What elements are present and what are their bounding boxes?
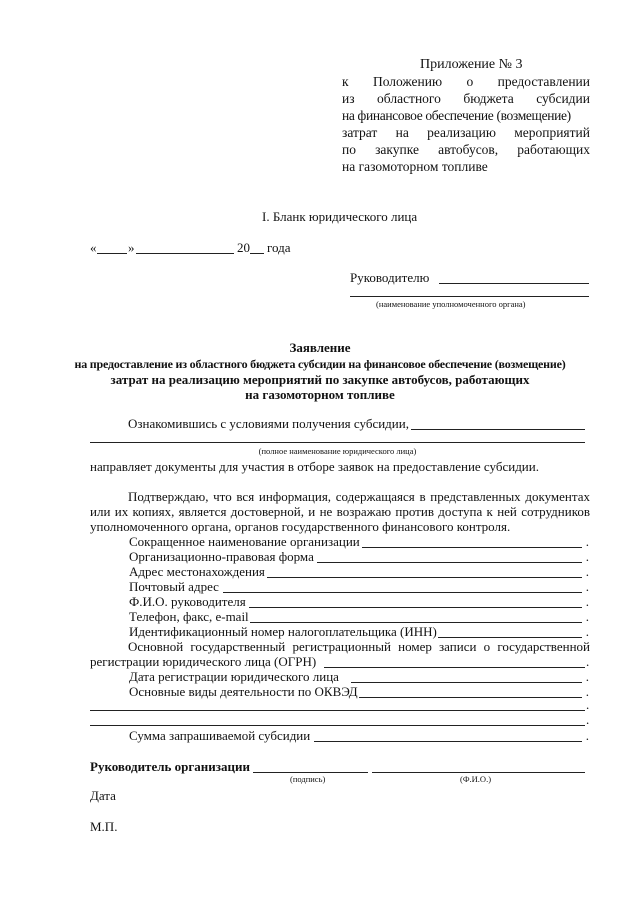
- extra-blank-line: [90, 725, 585, 726]
- date-open-quote: «: [90, 240, 97, 255]
- statement-heading-line: затрат на реализацию мероприятий по закупке автобусов, работающих: [110, 372, 530, 387]
- field-label: Идентификационный номер налогоплательщика (ИНН): [129, 624, 437, 639]
- field-end-dot: .: [586, 712, 590, 727]
- footer-date: Дата: [90, 788, 116, 803]
- field-label: Сокращенное наименование организации: [129, 534, 360, 549]
- field-label: Основные виды деятельности по ОКВЭД: [129, 684, 358, 699]
- field-label: Почтовый адрес: [129, 579, 219, 594]
- field-end-dot: .: [585, 728, 589, 743]
- appendix-line: затрат на реализацию мероприятий: [342, 125, 590, 140]
- field-blank: [267, 577, 582, 578]
- intro-blank: [411, 429, 585, 430]
- intro-lead: Ознакомившись с условиями получения субсидии,: [128, 416, 409, 431]
- field-end-dot: .: [585, 534, 589, 549]
- date-day-blank: [97, 253, 127, 254]
- field-label: Ф.И.О. руководителя: [129, 594, 246, 609]
- field-end-dot: .: [585, 594, 589, 609]
- field-label: Адрес местонахождения: [129, 564, 265, 579]
- field-blank: [317, 562, 582, 563]
- recipient-label: Руководителю: [350, 270, 430, 285]
- field-contacts: [129, 609, 589, 624]
- appendix-line: из областного бюджета субсидии: [342, 91, 590, 106]
- signature-name-caption: (Ф.И.О.): [460, 774, 492, 784]
- appendix-line: к Положению о предоставлении: [342, 74, 590, 89]
- field-okved: [129, 684, 589, 699]
- field-director-name: [129, 594, 589, 609]
- field-end-dot: .: [585, 624, 589, 639]
- field-postal-address: [129, 579, 589, 594]
- field-short-name: [129, 534, 589, 549]
- appendix-line: на газомоторном топливе: [342, 159, 488, 174]
- recipient-blank-2: [350, 296, 589, 297]
- signature-name-blank: [372, 772, 585, 773]
- field-blank: [362, 547, 582, 548]
- field-blank: [250, 622, 582, 623]
- field-address: [129, 564, 589, 579]
- field-blank: [438, 637, 582, 638]
- footer-stamp: М.П.: [90, 819, 118, 834]
- ogrn-line-2: регистрации юридического лица (ОГРН): [90, 654, 317, 669]
- field-inn: [129, 624, 589, 639]
- statement-heading-line: на газомоторном топливе: [245, 387, 395, 402]
- field-end-dot: .: [585, 579, 589, 594]
- ogrn-line-1: Основной государственный регистрационный номер записи о государственной: [128, 639, 590, 654]
- org-fullname-caption: (полное наименование юридического лица): [258, 446, 417, 456]
- field-label: Дата регистрации юридического лица: [129, 669, 339, 684]
- signature-label: Руководитель организации: [90, 759, 250, 774]
- statement-title: Заявление: [289, 340, 351, 355]
- statement-heading-line: на предоставление из областного бюджета субсидии на финансовое обеспечение (возмещение): [74, 357, 566, 371]
- field-blank: [351, 682, 582, 683]
- date-year-suffix: года: [267, 240, 291, 255]
- field-label: Телефон, факс, e-mail: [129, 609, 249, 624]
- appendix-line: на финансовое обеспечение (возмещение): [342, 108, 571, 123]
- recipient-blank: [439, 283, 589, 284]
- field-end-dot: .: [585, 564, 589, 579]
- confirm-line: Подтверждаю, что вся информация, содержащаяся в представленных документах: [128, 489, 590, 504]
- appendix-line: по закупке автобусов, работающих: [342, 142, 590, 157]
- field-end-dot: .: [585, 669, 589, 684]
- field-end-dot: .: [585, 684, 589, 699]
- org-fullname-blank: [90, 442, 585, 443]
- appendix-title: Приложение № 3: [420, 57, 523, 72]
- recipient-caption: (наименование уполномоченного органа): [376, 299, 526, 309]
- confirm-line-last: уполномоченного органа, органов государственного финансового контроля.: [90, 519, 511, 534]
- ogrn-blank: [324, 667, 585, 668]
- signature-sign-caption: (подпись): [290, 774, 326, 784]
- extra-blank-line: [90, 710, 585, 711]
- date-month-blank: [136, 253, 234, 254]
- field-amount: [129, 728, 589, 743]
- date-year-blank: [250, 253, 264, 254]
- field-blank: [359, 697, 582, 698]
- field-end-dot: .: [586, 654, 590, 669]
- date-close-quote: »: [128, 240, 135, 255]
- field-blank: [249, 607, 582, 608]
- field-registration-date: [129, 669, 589, 684]
- field-blank: [314, 741, 582, 742]
- field-label: Организационно-правовая форма: [129, 549, 314, 564]
- field-legal-form: [129, 549, 589, 564]
- field-blank: [223, 592, 582, 593]
- date-year-prefix: 20: [237, 240, 250, 255]
- intro-continuation: направляет документы для участия в отборе заявок на предоставление субсидии.: [90, 459, 539, 474]
- field-label: Сумма запрашиваемой субсидии: [129, 728, 311, 743]
- signature-sign-blank: [253, 772, 368, 773]
- confirm-line: или их копиях, является достоверной, и не возражаю против доступа к ней сотрудников: [90, 504, 590, 519]
- field-end-dot: .: [585, 549, 589, 564]
- letterhead-title: I. Бланк юридического лица: [262, 209, 418, 224]
- field-end-dot: .: [585, 609, 589, 624]
- field-end-dot: .: [586, 697, 590, 712]
